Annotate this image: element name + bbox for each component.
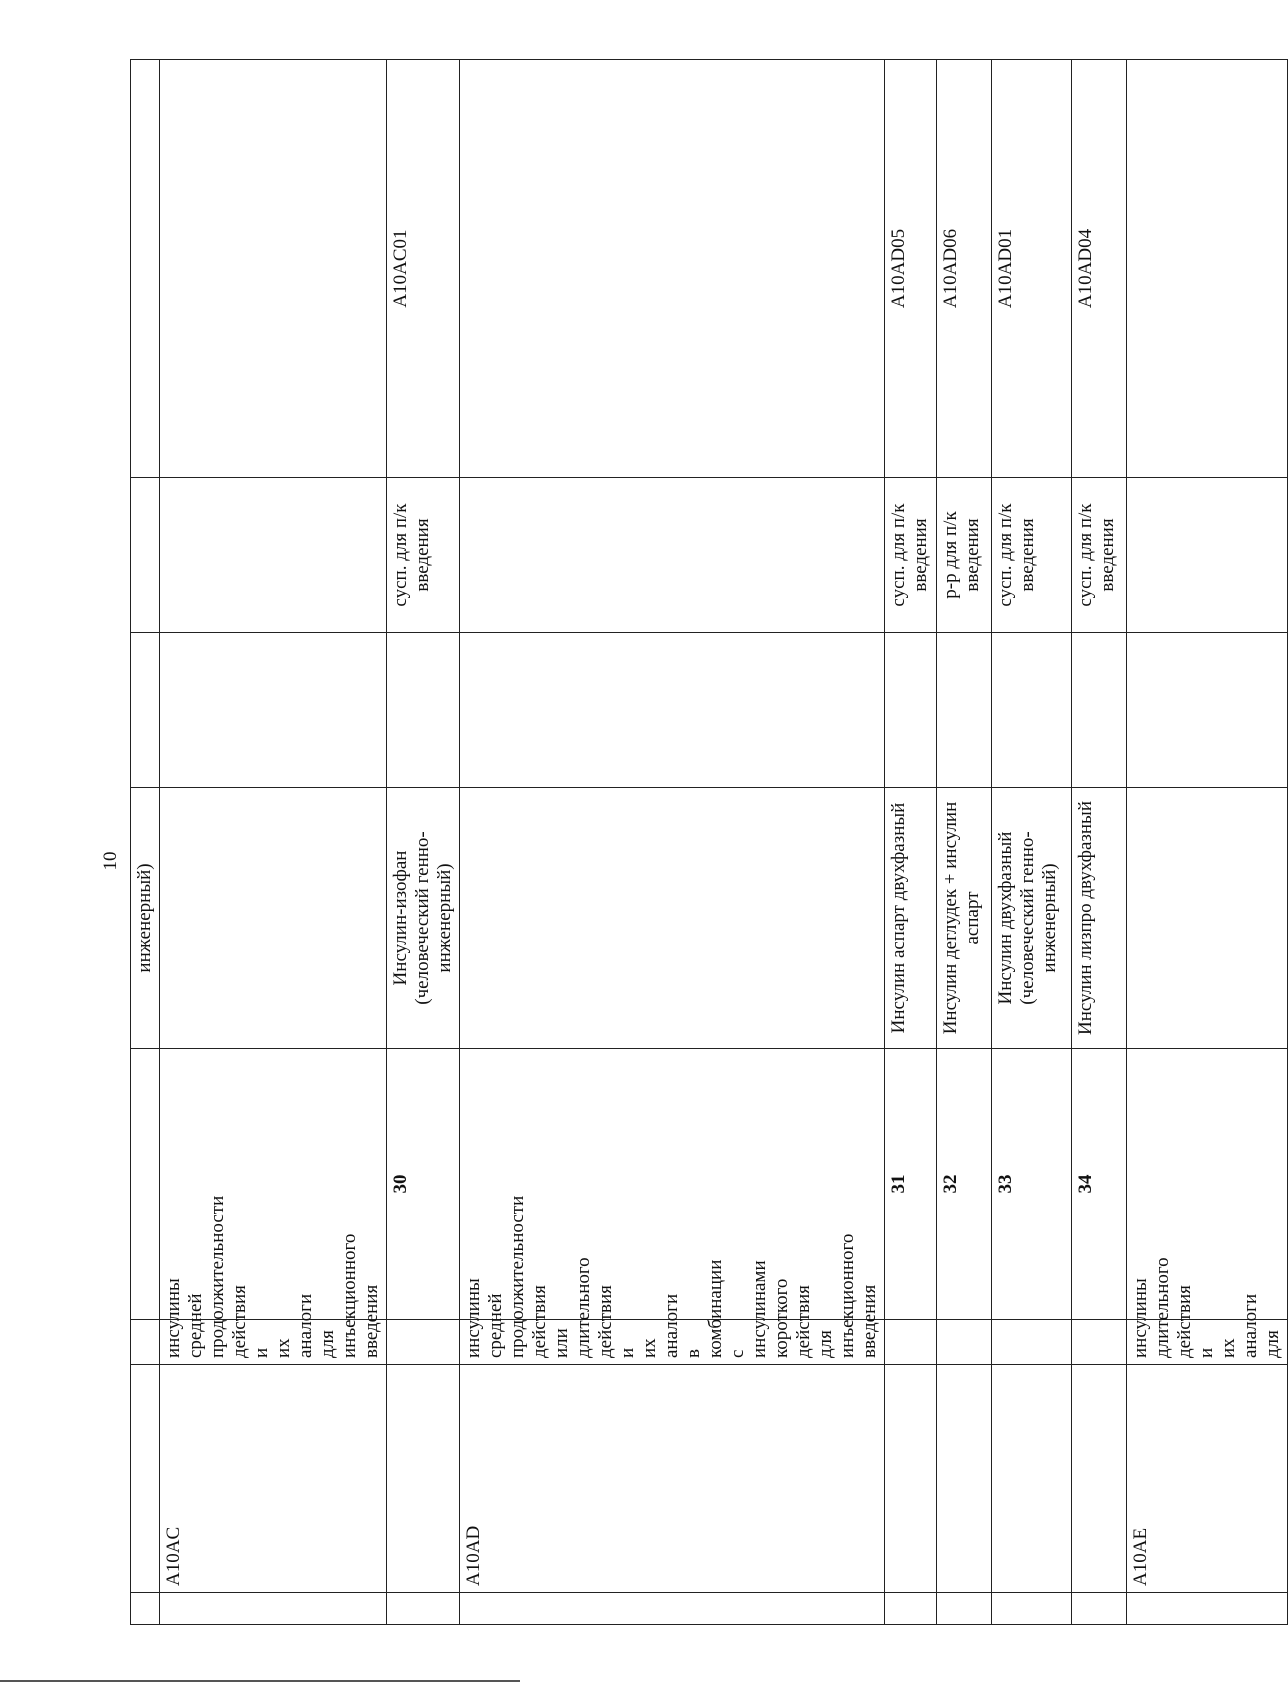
atc-cell: A10AC — [160, 1365, 387, 1593]
form-cell — [131, 478, 160, 633]
atc-cell — [131, 1365, 160, 1593]
group-cell — [937, 1320, 992, 1365]
empty-cell — [460, 1593, 885, 1625]
drug-name-cell: Инсулин аспарт двухфазный — [885, 788, 937, 1049]
atc-code-cell — [160, 60, 387, 478]
form-cell: сусп. для п/к введения — [1072, 478, 1127, 633]
atc-cell — [937, 1365, 992, 1593]
atc-code-cell: A10AC01 — [387, 60, 460, 478]
group-cell: инсулины средней продолжительности действия или длительного действия и их аналоги в комбинации с инсулинами короткого действия для инъекционного введения — [460, 1320, 885, 1365]
table-row — [937, 60, 992, 1625]
empty-cell — [937, 1593, 992, 1625]
blank-cell — [885, 633, 937, 788]
table-row — [131, 60, 160, 1625]
drug-name-cell: Инсулин двухфазный (человеческий генно-инженерный) — [992, 788, 1072, 1049]
group-cell: инсулины длительного действия и их аналоги для — [1127, 1320, 1288, 1365]
group-cell: инсулины средней продолжительности действия и их аналоги для инъекционного введения — [160, 1320, 387, 1365]
blank-cell — [937, 633, 992, 788]
drug-table-rotated — [130, 60, 1283, 1625]
atc-cell — [885, 1365, 937, 1593]
empty-cell — [1127, 1593, 1288, 1625]
atc-code-cell: A10AD04 — [1072, 60, 1127, 478]
table-row — [885, 60, 937, 1625]
blank-cell — [460, 633, 885, 788]
number-cell — [131, 1049, 160, 1320]
table-row — [460, 60, 885, 1625]
atc-cell — [387, 1365, 460, 1593]
empty-cell — [992, 1593, 1072, 1625]
atc-code-cell — [131, 60, 160, 478]
atc-code-cell: A10AD01 — [992, 60, 1072, 478]
table-row — [387, 60, 460, 1625]
empty-cell — [160, 1593, 387, 1625]
drug-table — [130, 59, 1288, 1625]
blank-cell — [387, 633, 460, 788]
drug-name-cell — [160, 788, 387, 1049]
drug-name-cell: Инсулин-изофан (человеческий генно-инженерный) — [387, 788, 460, 1049]
blank-cell — [992, 633, 1072, 788]
form-cell: сусп. для п/к введения — [885, 478, 937, 633]
drug-name-cell: Инсулин лизпро двухфазный — [1072, 788, 1127, 1049]
number-cell: 31 — [885, 1049, 937, 1320]
blank-cell — [131, 633, 160, 788]
atc-code-cell — [460, 60, 885, 478]
atc-code-cell: A10AD05 — [885, 60, 937, 478]
group-cell — [131, 1320, 160, 1365]
blank-cell — [160, 633, 387, 788]
form-cell: сусп. для п/к введения — [992, 478, 1072, 633]
empty-cell — [387, 1593, 460, 1625]
table-row — [992, 60, 1072, 1625]
empty-cell — [1072, 1593, 1127, 1625]
number-cell: 34 — [1072, 1049, 1127, 1320]
form-cell — [160, 478, 387, 633]
atc-cell — [992, 1365, 1072, 1593]
atc-cell: A10AE — [1127, 1365, 1288, 1593]
group-cell — [992, 1320, 1072, 1365]
atc-code-cell — [1127, 60, 1288, 478]
page-number: 10 — [100, 851, 121, 871]
atc-cell: A10AD — [460, 1365, 885, 1593]
atc-cell — [1072, 1365, 1127, 1593]
group-cell — [1072, 1320, 1127, 1365]
drug-name-cell: Инсулин деглудек + инсулин аспарт — [937, 788, 992, 1049]
drug-name-cell — [460, 788, 885, 1049]
table-row — [160, 60, 387, 1625]
empty-cell — [885, 1593, 937, 1625]
drug-name-cell — [1127, 788, 1288, 1049]
blank-cell — [1072, 633, 1127, 788]
empty-cell — [131, 1593, 160, 1625]
blank-cell — [1127, 633, 1288, 788]
drug-name-cell: инженерный) — [131, 788, 160, 1049]
form-cell — [460, 478, 885, 633]
number-cell: 30 — [387, 1049, 460, 1320]
number-cell: 32 — [937, 1049, 992, 1320]
group-cell — [885, 1320, 937, 1365]
number-cell: 33 — [992, 1049, 1072, 1320]
table-row — [1127, 60, 1288, 1625]
bottom-rule — [0, 1680, 520, 1682]
table-row — [1072, 60, 1127, 1625]
group-cell — [387, 1320, 460, 1365]
form-cell — [1127, 478, 1288, 633]
form-cell: сусп. для п/к введения — [387, 478, 460, 633]
form-cell: р-р для п/к введения — [937, 478, 992, 633]
atc-code-cell: A10AD06 — [937, 60, 992, 478]
